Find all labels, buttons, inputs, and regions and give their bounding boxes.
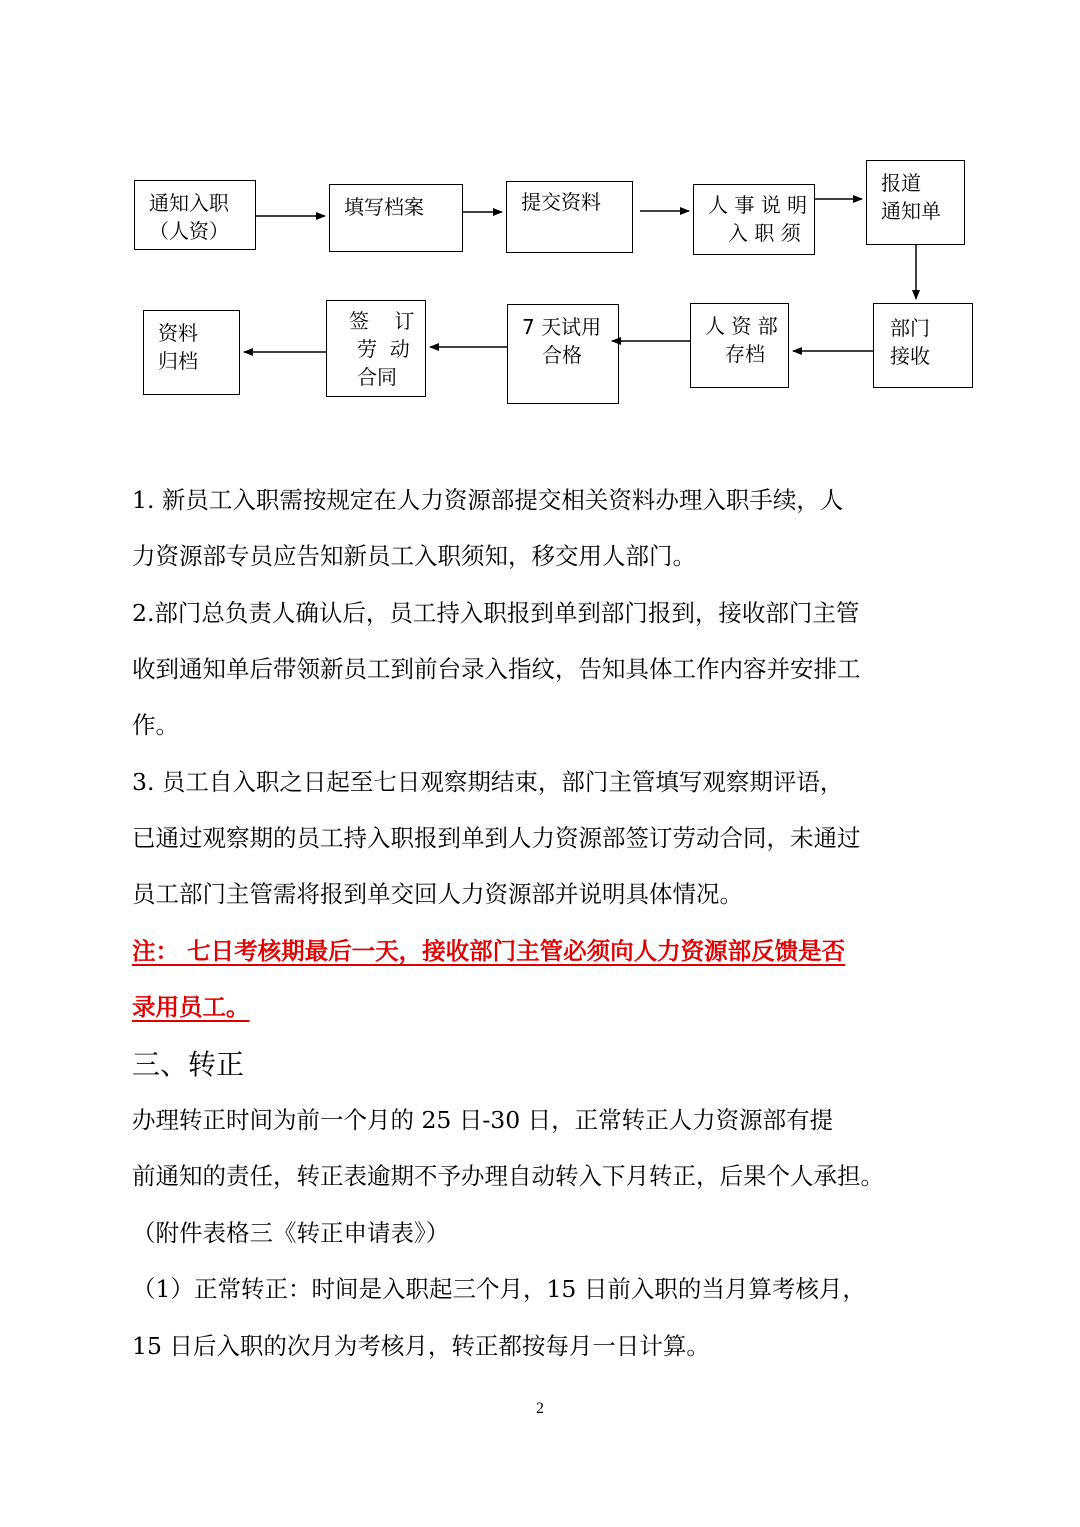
paragraph-line: 2.部门总负责人确认后，员工持入职报到单到部门报到，接收部门主管	[132, 599, 860, 627]
paragraph-line: 作。	[132, 711, 179, 739]
paragraph-line: 员工部门主管需将报到单交回人力资源部并说明具体情况。	[132, 880, 743, 908]
flow-box-label: 人 资 部	[705, 314, 778, 338]
flow-box-label: 存档	[725, 342, 765, 366]
flow-box-label: 劳 动	[357, 337, 410, 361]
paragraph-line: 3. 员工自入职之日起至七日观察期结束，部门主管填写观察期评语，	[132, 768, 844, 796]
paragraph-line: （附件表格三《转正申请表》）	[132, 1219, 450, 1247]
flow-box-label: 资料	[158, 321, 198, 345]
flow-box-label: 归档	[158, 349, 198, 373]
onboarding-flowchart	[0, 0, 1080, 420]
flow-box-label: 填写档案	[344, 195, 424, 219]
paragraph-line: 1. 新员工入职需按规定在人力资源部提交相关资料办理入职手续，人	[132, 486, 844, 514]
paragraph-line: 已通过观察期的员工持入职报到单到人力资源部签订劳动合同，未通过	[132, 824, 861, 852]
note-line: 录用员工。	[132, 993, 250, 1021]
flow-arrows	[0, 0, 1080, 420]
flow-box-label: 入 职 须	[728, 221, 801, 245]
page-number: 2	[536, 1400, 544, 1417]
paragraph-line: 15 日后入职的次月为考核月，转正都按每月一日计算。	[132, 1332, 710, 1360]
flow-box-label: 签 订	[349, 309, 415, 333]
paragraph-line: 收到通知单后带领新员工到前台录入指纹，告知具体工作内容并安排工	[132, 655, 861, 683]
flow-box-label: 部门	[890, 316, 930, 340]
flow-box-label: 7 天试用	[522, 315, 602, 339]
section-heading: 三、转正	[132, 1048, 245, 1081]
paragraph-line: （1）正常转正：时间是入职起三个月，15 日前入职的当月算考核月，	[132, 1275, 866, 1303]
paragraph-line: 办理转正时间为前一个月的 25 日-30 日，正常转正人力资源部有提	[132, 1106, 834, 1134]
flow-box-label: 人 事 说 明	[708, 193, 808, 217]
flow-box-label: 通知入职	[149, 191, 229, 215]
flow-box-label: 合同	[357, 365, 397, 389]
paragraph-line: 力资源部专员应告知新员工入职须知，移交用人部门。	[132, 542, 696, 570]
paragraph-line: 前通知的责任，转正表逾期不予办理自动转入下月转正，后果个人承担。	[132, 1162, 884, 1190]
flow-box-label: 通知单	[881, 199, 941, 223]
flow-box-label: （人资）	[149, 219, 229, 243]
note-line: 注： 七日考核期最后一天，接收部门主管必须向人力资源部反馈是否	[132, 937, 846, 965]
flow-box-label: 接收	[890, 344, 930, 368]
flow-box-label: 报道	[881, 171, 921, 195]
flow-box-label: 提交资料	[521, 190, 601, 214]
flow-box-label: 合格	[542, 343, 582, 367]
